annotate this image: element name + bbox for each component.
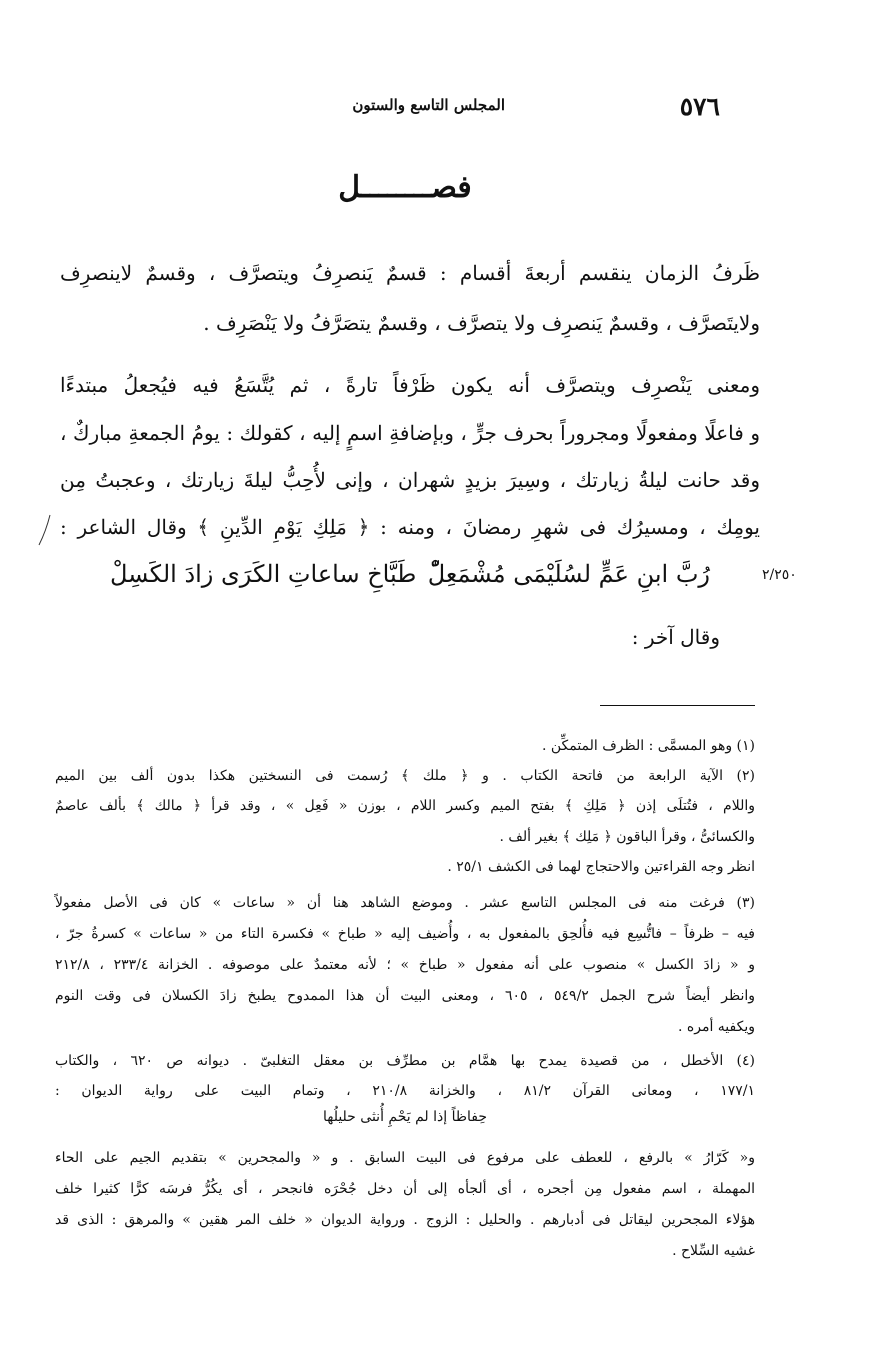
footnote-line: ١٧٧/١ ، ومعانى القرآن ٨١/٢ ، والخزانة ٢١٠/٨ ، وتمام البيت على رواية الديوان : (55, 1083, 755, 1099)
margin-pencil-mark (36, 513, 54, 547)
paragraph-line: يومِك ، ومسيرُك فى شهرِ رمضانَ ، ومنه : ﴿ مَلِكِ يَوْمِ الدِّينِ ﴾ وقال الشاعر : (60, 515, 760, 539)
paragraph-line: ظَرفُ الزمان ينقسم أربعةَ أقسام : قسمٌ يَنصرِفُ ويتصرَّف ، وقسمٌ لاينصرِف (60, 261, 760, 285)
page-header (300, 92, 720, 122)
margin-reference: ٢/٢٥٠ (762, 567, 797, 583)
footnote-line: و « زادَ الكسل » منصوب على أنه مفعول « طباخ » ؛ لأنه معتمدٌ على موصوفه . الخزانة ٢٣٣/٤ ، ٢١٢/٨ (55, 957, 755, 973)
footnote-line: هؤلاء المجحرين ليقاتل فى أدبارهم . والحليل : الزوج . ورواية الديوان « خلف المر هقين » والمرهق : الذى قد (55, 1212, 755, 1228)
footnote-line: (١) وهو المسمَّى : الظرف المتمكِّن . (541, 738, 755, 754)
running-title: المجلس التاسع والستون (352, 96, 505, 114)
section-heading: فصــــــــل (338, 170, 472, 205)
footnote-verse: حِفاظاً إذا لم يَحْمِ أُنثى حليلُها (322, 1109, 488, 1125)
paragraph-line: ولايتَصرَّف ، وقسمٌ يَنصرِف ولا يتصرَّف ، وقسمٌ يتصَرَّفُ ولا يَنْصَرِف . (203, 311, 760, 335)
footnote-line: (٢) الآية الرابعة من فاتحة الكتاب . و ﴿ ملك ﴾ رُسمت فى النسختين هكذا بدون ألف بين الميم (55, 768, 755, 784)
verse-intro: وقال آخر : (631, 625, 720, 649)
footnote-line: انظر وجه القراءتين والاحتجاج لهما فى الكشف ٢٥/١ . (447, 859, 755, 875)
footnote-line: غشيه السِّلاح . (672, 1243, 755, 1259)
footnote-line: المهملة ، اسم مفعول مِن أجحره ، أى ألجأه إلى أن دخل جُحْرَه فانجحر ، أى يكُرُّ فرسَه كرًّا كثيرا خلف (55, 1181, 755, 1197)
footnote-line: واللام ، فتُتلَى إذن ﴿ مَلِكِ ﴾ بفتح الميم وكسر اللام ، بوزن « فَعِل » ، وقد قرأ ﴿ مالك ﴾ بألف عاصمٌ (55, 798, 755, 814)
poetry-verse (110, 560, 710, 600)
footnote-line: والكسائىُّ ، وقرأ الباقون ﴿ مَلِك ﴾ بغير ألف . (499, 829, 755, 845)
footnote-separator (600, 705, 755, 706)
footnote-line: (٤) الأخطل ، من قصيدة يمدح بها همَّام بن مطرِّف بن معقل التغلبىّ . ديوانه ص ٦٢٠ ، والكتاب (55, 1053, 755, 1069)
footnote-line: فيه – ظرفاً – فاتُّسِع فيه فأُلحِق بالمفعول به ، وأُضيف إليه « طباخ » فكسرة التاء من « ساعات » كسرةُ جرّ ، (55, 926, 755, 942)
paragraph-line: و فاعلًا ومفعولًا ومجروراً بحرف جرٍّ ، وبإضافةِ اسمٍ إليه ، كقولك : يومُ الجمعةِ مباركٌ ، (60, 421, 760, 445)
footnote-line: (٣) فرغت منه فى المجلس التاسع عشر . وموضع الشاهد هنا أن « ساعات » كان فى الأصل مفعولاً (55, 895, 755, 911)
footnote-line: و« كَرّارُ » بالرفع ، للعطف على مرفوع فى البيت السابق . و « والمجحرين » بتقديم الجيم على الحاء (55, 1150, 755, 1166)
footnote-line: وانظر أيضاً شرح الجمل ٥٤٩/٢ ، ٦٠٥ ، ومعنى البيت أن هذا الممدوح يطبخ زادَ الكسلان فى وقت النوم (55, 988, 755, 1004)
paragraph-line: ومعنى يَنْصرِف ويتصرَّف أنه يكون ظَرْفاً تارةً ، ثم يُتَّسَعُ فيه فيُجعلُ مبتدءًا (60, 373, 760, 397)
verse-first-hemistich: رُبَّ ابنِ عَمٍّ لسُلَيْمَى مُشْمَعِلّْ (427, 560, 710, 588)
paragraph-line: وقد حانت ليلةُ زيارتك ، وسِيرَ بزيدٍ شهران ، وإنى لأُحِبُّ ليلةَ زيارتك ، وعجبتُ مِن (60, 468, 760, 492)
footnote-line: ويكفيه أمره . (678, 1019, 755, 1035)
page-number: ٥٧٦ (679, 92, 720, 121)
verse-second-hemistich: طَبَّاخِ ساعاتِ الكَرَى زادَ الكَسِلْ (110, 560, 417, 588)
